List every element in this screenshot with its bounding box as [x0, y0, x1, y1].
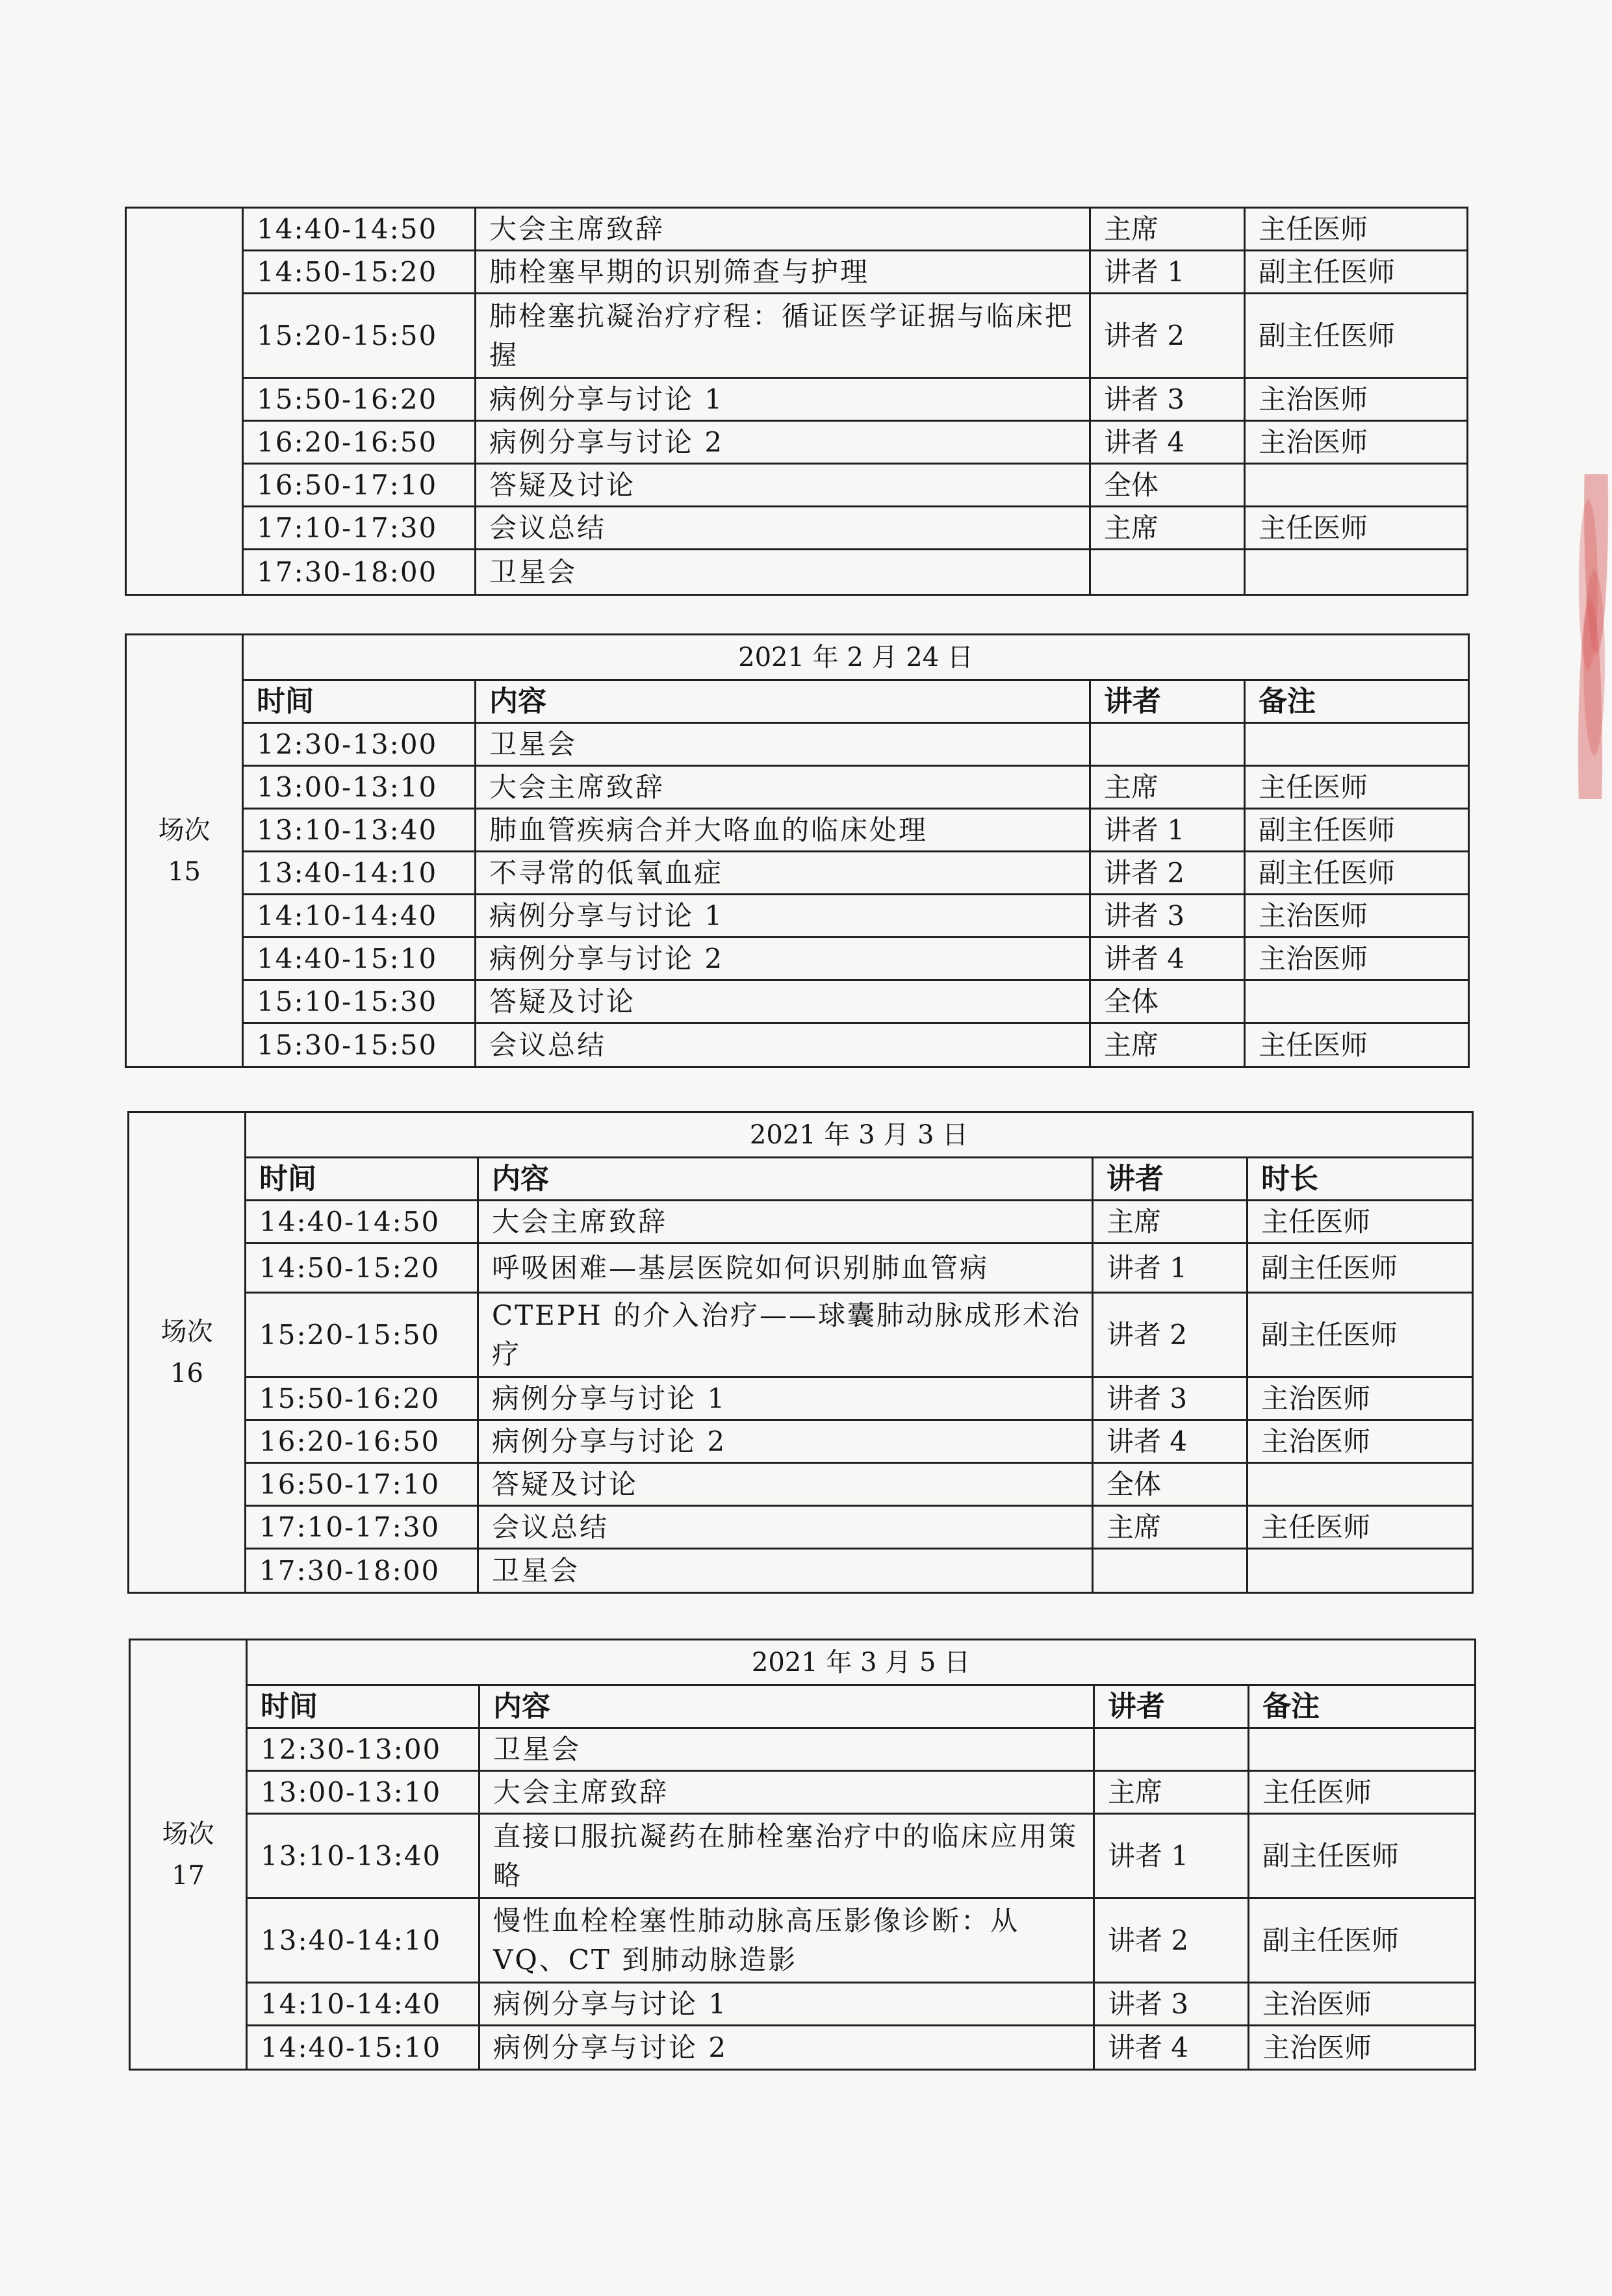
time-cell: 14:40-15:10 [247, 2026, 480, 2070]
time-cell: 17:10-17:30 [246, 1506, 478, 1549]
content-cell: 卫星会 [478, 1549, 1093, 1593]
note-cell [1245, 464, 1468, 507]
note-cell [1247, 1463, 1473, 1506]
note-cell: 主治医师 [1245, 378, 1468, 421]
speaker-cell: 全体 [1090, 980, 1245, 1023]
note-cell: 主任医师 [1245, 507, 1468, 550]
note-cell: 主治医师 [1245, 421, 1468, 464]
time-cell: 13:10-13:40 [243, 809, 476, 852]
time-cell: 13:00-13:10 [243, 766, 476, 809]
speaker-cell: 讲者 2 [1094, 1898, 1249, 1983]
speaker-cell: 主席 [1093, 1201, 1247, 1244]
note-cell: 主治医师 [1247, 1420, 1473, 1463]
content-cell: 答疑及讨论 [476, 980, 1090, 1023]
speaker-cell: 全体 [1093, 1463, 1247, 1506]
time-cell: 15:20-15:50 [243, 294, 476, 378]
time-cell: 14:50-15:20 [243, 251, 476, 294]
content-cell: 病例分享与讨论 1 [476, 895, 1090, 938]
note-cell: 主任医师 [1247, 1506, 1473, 1549]
date-header: 2021 年 3 月 5 日 [247, 1640, 1476, 1685]
time-cell: 15:50-16:20 [243, 378, 476, 421]
content-cell: 大会主席致辞 [478, 1201, 1093, 1244]
schedule-table-session-16 [127, 1111, 1474, 1594]
content-cell: 卫星会 [480, 1728, 1094, 1771]
note-cell [1245, 980, 1469, 1023]
speaker-cell: 讲者 4 [1094, 2026, 1249, 2070]
note-cell: 副主任医师 [1245, 294, 1468, 378]
note-cell: 副主任医师 [1245, 852, 1469, 895]
speaker-cell: 讲者 1 [1090, 251, 1245, 294]
content-cell: 呼吸困难—基层医院如何识别肺血管病 [478, 1244, 1093, 1293]
speaker-cell: 讲者 2 [1090, 294, 1245, 378]
column-header-speaker: 讲者 [1090, 680, 1245, 723]
session-label [129, 1112, 246, 1593]
column-header-content: 内容 [476, 680, 1090, 723]
schedule-table-continued [125, 207, 1468, 596]
content-cell: 直接口服抗凝药在肺栓塞治疗中的临床应用策略 [480, 1814, 1094, 1898]
schedule-table-session-15 [125, 633, 1470, 1068]
content-cell: CTEPH 的介入治疗——球囊肺动脉成形术治疗 [478, 1293, 1093, 1377]
time-cell: 14:10-14:40 [243, 895, 476, 938]
time-cell: 13:40-14:10 [243, 852, 476, 895]
time-cell: 14:40-15:10 [243, 938, 476, 980]
time-cell: 17:10-17:30 [243, 507, 476, 550]
time-cell: 16:20-16:50 [243, 421, 476, 464]
speaker-cell: 讲者 4 [1090, 421, 1245, 464]
speaker-cell [1090, 723, 1245, 766]
time-cell: 14:10-14:40 [247, 1983, 480, 2026]
time-cell: 12:30-13:00 [243, 723, 476, 766]
session-text: 场次 16 [160, 1316, 213, 1388]
speaker-cell: 主席 [1094, 1771, 1249, 1814]
note-cell: 主治医师 [1245, 938, 1469, 980]
content-cell: 肺栓塞抗凝治疗疗程：循证医学证据与临床把握 [476, 294, 1090, 378]
speaker-cell: 主席 [1090, 507, 1245, 550]
speaker-cell: 全体 [1090, 464, 1245, 507]
time-cell: 12:30-13:00 [247, 1728, 480, 1771]
time-cell: 13:00-13:10 [247, 1771, 480, 1814]
note-cell: 副主任医师 [1249, 1898, 1476, 1983]
note-cell: 主任医师 [1245, 1023, 1469, 1067]
column-header-content: 内容 [480, 1685, 1094, 1728]
time-cell: 16:50-17:10 [243, 464, 476, 507]
note-cell [1247, 1549, 1473, 1593]
content-cell: 答疑及讨论 [476, 464, 1090, 507]
content-cell: 慢性血栓栓塞性肺动脉高压影像诊断：从 VQ、CT 到肺动脉造影 [480, 1898, 1094, 1983]
column-header-speaker: 讲者 [1093, 1158, 1247, 1201]
seal-stamp-fragment [1572, 474, 1612, 799]
time-cell: 14:40-14:50 [243, 208, 476, 251]
note-cell [1249, 1728, 1476, 1771]
content-cell: 肺血管疾病合并大咯血的临床处理 [476, 809, 1090, 852]
time-cell: 15:30-15:50 [243, 1023, 476, 1067]
content-cell: 会议总结 [478, 1506, 1093, 1549]
note-cell: 主任医师 [1245, 208, 1468, 251]
speaker-cell [1093, 1549, 1247, 1593]
session-cell [126, 208, 243, 595]
speaker-cell [1090, 550, 1245, 595]
note-cell [1245, 550, 1468, 595]
content-cell: 病例分享与讨论 1 [480, 1983, 1094, 2026]
speaker-cell: 主席 [1090, 1023, 1245, 1067]
note-cell: 主任医师 [1245, 766, 1469, 809]
content-cell: 大会主席致辞 [476, 766, 1090, 809]
content-cell: 病例分享与讨论 2 [476, 938, 1090, 980]
content-cell: 病例分享与讨论 2 [476, 421, 1090, 464]
note-cell: 主治医师 [1249, 2026, 1476, 2070]
note-cell: 副主任医师 [1245, 809, 1469, 852]
speaker-cell: 讲者 2 [1093, 1293, 1247, 1377]
note-cell: 主治医师 [1245, 895, 1469, 938]
content-cell: 会议总结 [476, 507, 1090, 550]
content-cell: 病例分享与讨论 1 [478, 1377, 1093, 1420]
session-text: 场次 15 [158, 815, 211, 887]
time-cell: 15:20-15:50 [246, 1293, 478, 1377]
date-header: 2021 年 2 月 24 日 [243, 635, 1469, 680]
time-cell: 13:10-13:40 [247, 1814, 480, 1898]
column-header-content: 内容 [478, 1158, 1093, 1201]
note-cell: 主任医师 [1249, 1771, 1476, 1814]
time-cell: 16:50-17:10 [246, 1463, 478, 1506]
content-cell: 肺栓塞早期的识别筛查与护理 [476, 251, 1090, 294]
note-cell [1245, 723, 1469, 766]
time-cell: 17:30-18:00 [246, 1549, 478, 1593]
content-cell: 答疑及讨论 [478, 1463, 1093, 1506]
column-header-time: 时间 [246, 1158, 478, 1201]
note-cell: 副主任医师 [1247, 1244, 1473, 1293]
time-cell: 15:10-15:30 [243, 980, 476, 1023]
note-cell: 副主任医师 [1249, 1814, 1476, 1898]
content-cell: 会议总结 [476, 1023, 1090, 1067]
column-header-note: 备注 [1245, 680, 1469, 723]
note-cell: 主治医师 [1249, 1983, 1476, 2026]
column-header-note: 备注 [1249, 1685, 1476, 1728]
note-cell: 副主任医师 [1245, 251, 1468, 294]
column-header-time: 时间 [247, 1685, 480, 1728]
content-cell: 不寻常的低氧血症 [476, 852, 1090, 895]
note-cell: 主治医师 [1247, 1377, 1473, 1420]
content-cell: 病例分享与讨论 1 [476, 378, 1090, 421]
session-label [130, 1640, 247, 2070]
speaker-cell: 主席 [1093, 1506, 1247, 1549]
content-cell: 大会主席致辞 [476, 208, 1090, 251]
column-header-note: 时长 [1247, 1158, 1473, 1201]
time-cell: 13:40-14:10 [247, 1898, 480, 1983]
note-cell: 主任医师 [1247, 1201, 1473, 1244]
column-header-time: 时间 [243, 680, 476, 723]
speaker-cell: 讲者 3 [1090, 895, 1245, 938]
date-header: 2021 年 3 月 3 日 [246, 1112, 1473, 1158]
speaker-cell: 讲者 2 [1090, 852, 1245, 895]
time-cell: 15:50-16:20 [246, 1377, 478, 1420]
content-cell: 卫星会 [476, 723, 1090, 766]
content-cell: 病例分享与讨论 2 [480, 2026, 1094, 2070]
speaker-cell: 主席 [1090, 208, 1245, 251]
speaker-cell: 讲者 1 [1090, 809, 1245, 852]
speaker-cell: 讲者 1 [1094, 1814, 1249, 1898]
content-cell: 病例分享与讨论 2 [478, 1420, 1093, 1463]
speaker-cell: 讲者 3 [1093, 1377, 1247, 1420]
speaker-cell: 主席 [1090, 766, 1245, 809]
speaker-cell [1094, 1728, 1249, 1771]
schedule-table-session-17 [129, 1639, 1476, 2071]
speaker-cell: 讲者 1 [1093, 1244, 1247, 1293]
speaker-cell: 讲者 4 [1093, 1420, 1247, 1463]
session-label [126, 635, 243, 1067]
speaker-cell: 讲者 3 [1094, 1983, 1249, 2026]
speaker-cell: 讲者 4 [1090, 938, 1245, 980]
session-text: 场次 17 [162, 1818, 214, 1891]
time-cell: 14:40-14:50 [246, 1201, 478, 1244]
column-header-speaker: 讲者 [1094, 1685, 1249, 1728]
time-cell: 14:50-15:20 [246, 1244, 478, 1293]
time-cell: 17:30-18:00 [243, 550, 476, 595]
content-cell: 卫星会 [476, 550, 1090, 595]
content-cell: 大会主席致辞 [480, 1771, 1094, 1814]
speaker-cell: 讲者 3 [1090, 378, 1245, 421]
note-cell: 副主任医师 [1247, 1293, 1473, 1377]
time-cell: 16:20-16:50 [246, 1420, 478, 1463]
